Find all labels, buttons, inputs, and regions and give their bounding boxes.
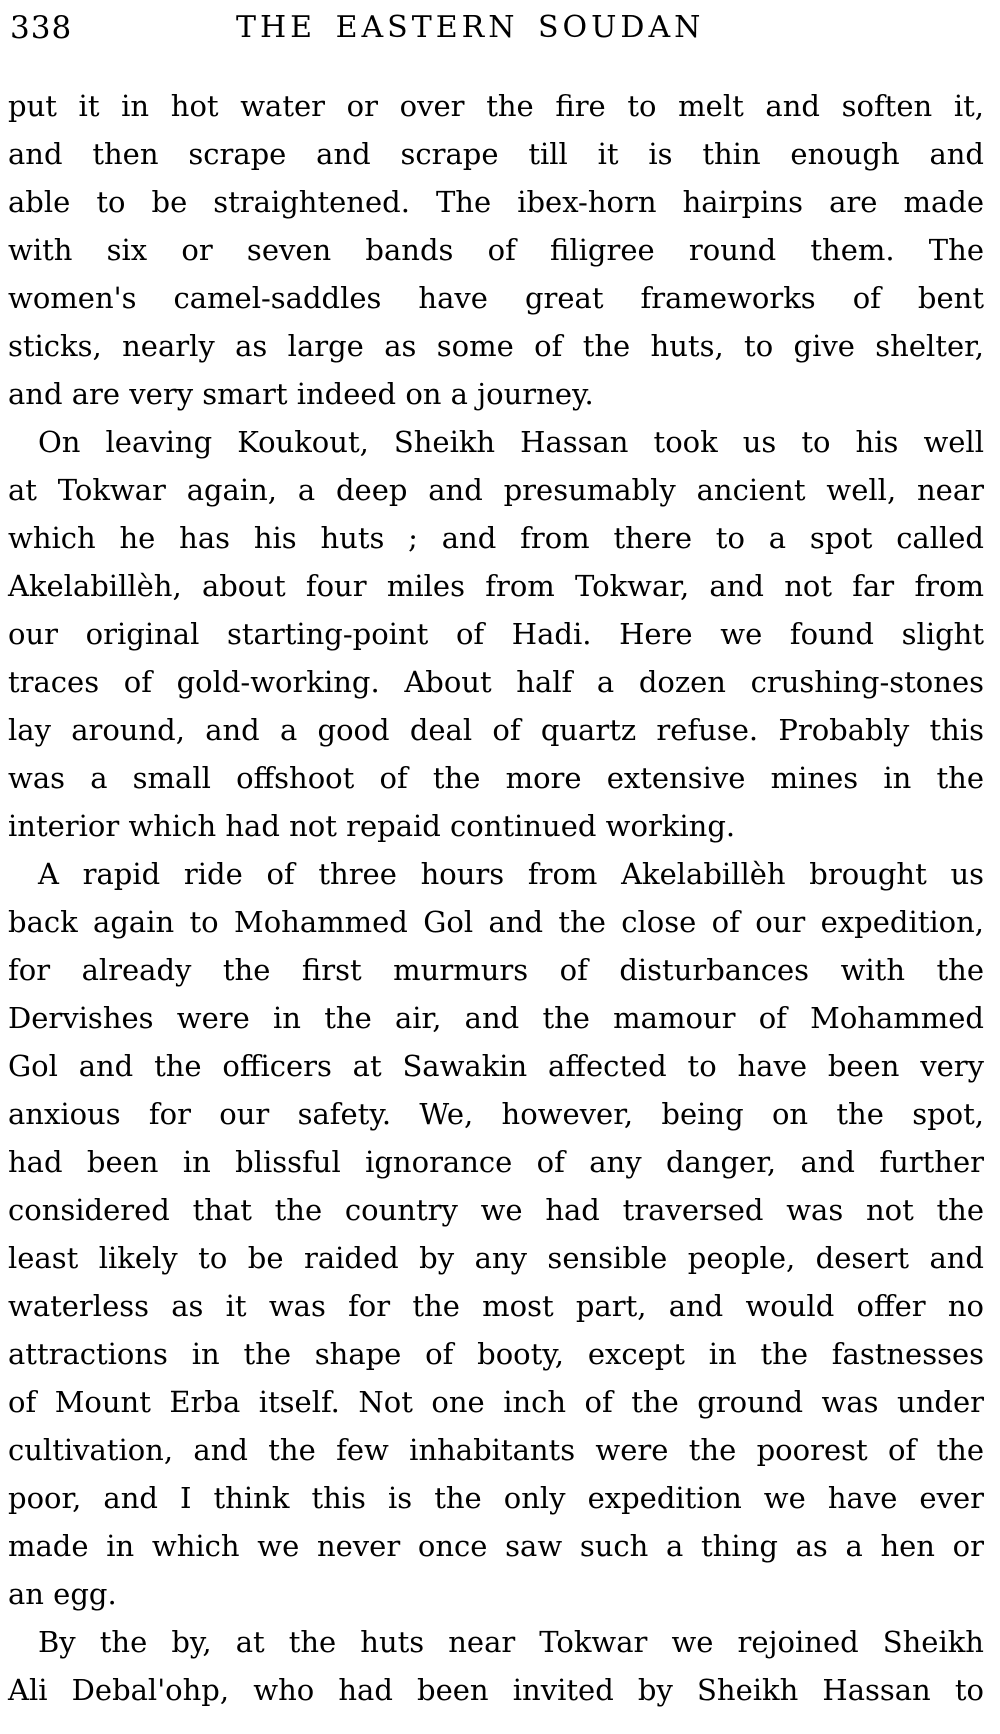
text-line: considered that the country we had traversed was not the (8, 1193, 984, 1227)
text-line: By the by, at the huts near Tokwar we rejoined Sheikh (38, 1625, 984, 1659)
text-line: was a small offshoot of the more extensive mines in the (8, 761, 984, 795)
text-line: anxious for our safety. We, however, being on the spot, (8, 1097, 984, 1131)
text-line: Gol and the officers at Sawakin affected to have been very (8, 1049, 984, 1083)
text-line: A rapid ride of three hours from Akelabillèh brought us (38, 857, 984, 891)
text-line: traces of gold-working. About half a dozen crushing-stones (8, 665, 984, 699)
text-line: Ali Debal'ohp, who had been invited by Sheikh Hassan to (8, 1673, 984, 1707)
text-line: and are very smart indeed on a journey. (8, 377, 594, 411)
text-line: at Tokwar again, a deep and presumably ancient well, near (8, 473, 984, 507)
text-line: our original starting-point of Hadi. Here we found slight (8, 617, 984, 651)
text-line: On leaving Koukout, Sheikh Hassan took us to his well (38, 425, 984, 459)
text-line: and then scrape and scrape till it is thin enough and (8, 137, 984, 171)
page-number: 338 (10, 10, 73, 46)
text-line: lay around, and a good deal of quartz refuse. Probably this (8, 713, 984, 747)
text-line: put it in hot water or over the fire to melt and soften it, (8, 89, 984, 123)
paragraph-3 (8, 850, 984, 1618)
text-line: for already the first murmurs of disturbances with the (8, 953, 984, 987)
text-line: of Mount Erba itself. Not one inch of the ground was under (8, 1385, 984, 1419)
text-line: Dervishes were in the air, and the mamour of Mohammed (8, 1001, 984, 1035)
text-line: an egg. (8, 1577, 117, 1611)
paragraph-4 (8, 1618, 984, 1714)
text-line: able to be straightened. The ibex-horn hairpins are made (8, 185, 984, 219)
text-line: made in which we never once saw such a thing as a hen or (8, 1529, 984, 1563)
text-line: Akelabillèh, about four miles from Tokwar, and not far from (8, 569, 984, 603)
text-line: cultivation, and the few inhabitants were the poorest of the (8, 1433, 984, 1467)
text-line: attractions in the shape of booty, except in the fastnesses (8, 1337, 984, 1371)
text-line: interior which had not repaid continued working. (8, 809, 736, 843)
page-body (8, 82, 984, 1714)
text-line: which he has his huts ; and from there to a spot called (8, 521, 984, 555)
text-line: with six or seven bands of filigree round them. The (8, 233, 984, 267)
text-line: poor, and I think this is the only expedition we have ever (8, 1481, 984, 1515)
text-line: women's camel-saddles have great frameworks of bent (8, 281, 984, 315)
text-line: sticks, nearly as large as some of the huts, to give shelter, (8, 329, 984, 363)
paragraph-1 (8, 82, 984, 418)
text-line: least likely to be raided by any sensible people, desert and (8, 1241, 984, 1275)
text-line: waterless as it was for the most part, and would offer no (8, 1289, 984, 1323)
paragraph-2 (8, 418, 984, 850)
text-line: had been in blissful ignorance of any danger, and further (8, 1145, 984, 1179)
page-header (8, 8, 984, 48)
text-line: back again to Mohammed Gol and the close of our expedition, (8, 905, 984, 939)
running-title: THE EASTERN SOUDAN (236, 10, 705, 45)
